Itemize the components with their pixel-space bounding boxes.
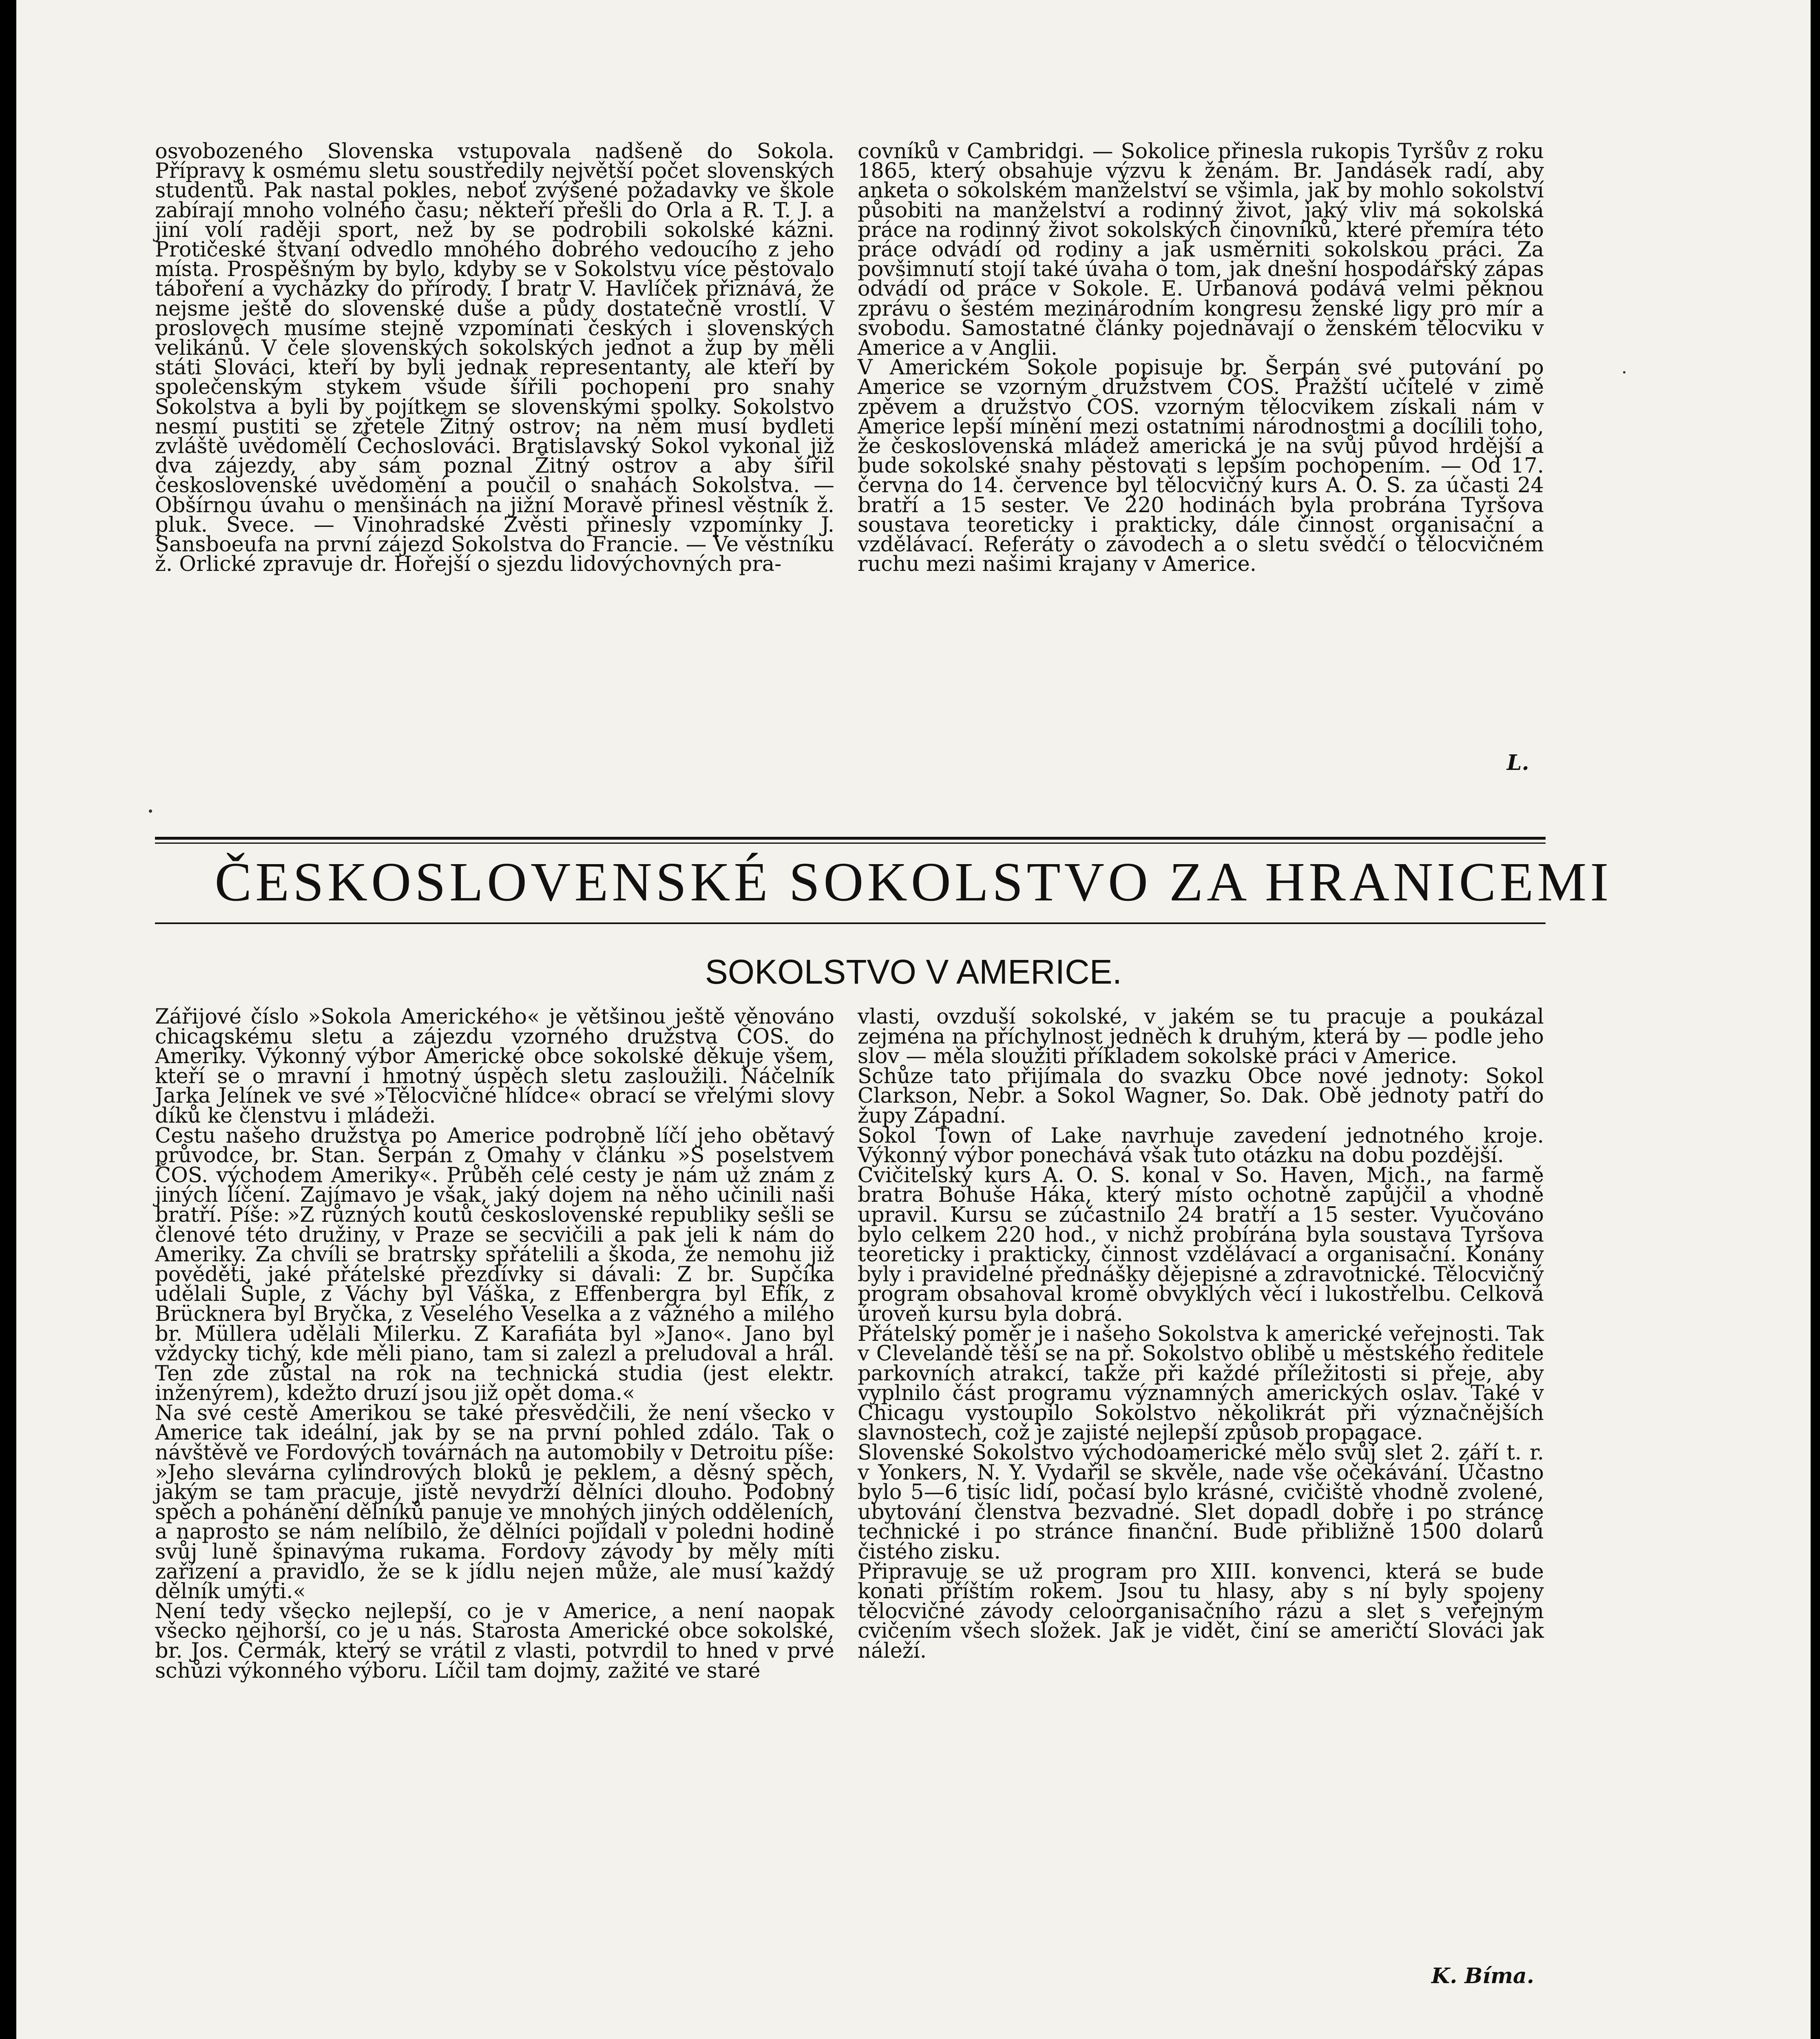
section-heading: ČESKOSLOVENSKÉ SOKOLSTVO ZA HRANICEMI: [215, 851, 1612, 913]
heading-rule-bottom: [155, 922, 1546, 924]
top-signature: L.: [1507, 750, 1529, 775]
print-speck: [149, 809, 152, 813]
article-right-column-text: vlasti, ovzduší sokolské, v jakém se tu pracuje a poukázal zejména na příchylnost jedněch k druhým, která by — podle jeho slov — měla sloužiti příkladem sokolské práci v Americe. Schůze tato přijímala do svazku Obce nové jednoty: Sokol Clarkson, Nebr. a Sokol Wagner, So. Dak. Obě jednoty patří do župy Západní. Sokol Town of Lake navrhuje zavedení jednotného kroje. Výkonný výbor ponechává však tuto otázku na dobu pozdější. Cvičitelský kurs A. O. S. konal v So. Haven, Mich., na farmě bratra Bohuše Háka, který místo ochotně zapůjčil a vhodně upravil. Kursu se zúčastnilo 24 bratří a 15 sester. Vyučováno bylo celkem 220 hod., v nichž probírána byla soustava Tyršova teoreticky i prakticky, činnost vzdělávací a organisační. Konány byly i pravidelné přednášky dějepisné a zdravotnické. Tělocvičný program obsahoval kromě obvyklých věcí i lukostřelbu. Celková úroveň kursu byla dobrá. Přátelský poměr je i našeho Sokolstva k americké veřejnosti. Tak v Clevelandě těší se na př. Sokolstvo oblibě u městského ředitele parkovních atrakcí, takže při každé příležitosti si přeje, aby vyplnilo část programu významných amerických oslav. Také v Chicagu vystoupilo Sokolstvo několikrát při význačnějších slavnostech, což je zajisté nejlepší způsob propagace. Slovenské Sokolstvo východoamerické mělo svůj slet 2. září t. r. v Yonkers, N. Y. Vydařil se skvěle, nade vše očekávání. Účastno bylo 5—6 tisíc lidí, počasí bylo krásné, cvičiště vhodně zvolené, ubytování členstva bezvadné. Slet dopadl dobře i po stránce technické i po stránce finanční. Bude přibližně 1500 dolarů čistého zisku. Připravuje se už program pro XIII. konvenci, která se bude konati příštím rokem. Jsou tu hlasy, aby s ní byly spojeny tělocvičné závody celoorganisačního rázu a slet s veřejným cvičením všech složek. Jak je vidět, činí se američtí Slováci jak náleží.: [858, 1005, 1544, 1663]
page: [16, 0, 1811, 2039]
article-title: SOKOLSTVO V AMERICE.: [705, 953, 1122, 991]
top-left-column-text: osvobozeného Slovenska vstupovala nadšeně do Sokola. Přípravy k osmému sletu soustředily největší počet slovenských studentů. Pak nastal pokles, neboť zvýšené požadavky ve škole zabírají mnoho volného času; někteří přešli do Orla a R. T. J. a jiní volí raději sport, než by se podrobili sokolské kázni. Protičeské štvaní odvedlo mnohého dobrého vedoucího z jeho místa. Prospěšným by bylo, kdyby se v Sokolstvu více pěstovalo táboření a vycházky do přírody. I bratr V. Havlíček přiznává, že nejsme ještě do slovenské duše a půdy dostatečně vrostlí. V proslovech musíme stejně vzpomínati českých i slovenských velikánů. V čele slovenských sokolských jednot a žup by měli státi Slováci, kteří by byli jednak representanty, ale kteří by společenským stykem všude šířili pochopení pro snahy Sokolstva a byli by pojítkem se slovenskými spolky. Sokolstvo nesmí pustiti se zřetele Žitný ostrov; na něm musí bydleti zvláště uvědomělí Čechoslováci. Bratislavský Sokol vykonal již dva zájezdy, aby sám poznal Žitný ostrov a aby šířil československé uvědomění a poučil o snahách Sokolstva. — Obšírnou úvahu o menšinách na jižní Moravě přinesl věstník ž. pluk. Švece. — Vinohradské Zvěsti přinesly vzpomínky J. Sansboeufa na první zájezd Sokolstva do Francie. — Ve věstníku ž. Orlické zpravuje dr. Hořejší o sjezdu lidovýchovných pra-: [155, 139, 834, 577]
heading-rule-thick: [155, 837, 1546, 840]
article-author: K. Bíma.: [1431, 1964, 1534, 1988]
heading-rule-thin: [155, 843, 1546, 844]
print-speck: [1623, 371, 1625, 374]
article-left-column-text: Zářijové číslo »Sokola Amerického« je většinou ještě věnováno chicagskému sletu a zájezdu vzorného družstva ČOS. do Ameriky. Výkonný výbor Americké obce sokolské děkuje všem, kteří se o mravní i hmotný úspěch sletu zasloužili. Náčelník Jarka Jelínek ve své »Tělocvičné hlídce« obrací se vřelými slovy díků ke členstvu i mládeži. Cestu našeho družstva po Americe podrobně líčí jeho obětavý průvodce, br. Stan. Šerpán z Omahy v článku »S poselstvem ČOS. východem Ameriky«. Průběh celé cesty je nám už znám z jiných líčení. Zajímavo je však, jaký dojem na něho učinili naši bratří. Píše: »Z různých koutů československé republiky sešli se členové této družiny, v Praze se secvičili a pak jeli k nám do Ameriky. Za chvíli se bratrsky spřátelili a škoda, že nemohu již pověděti, jaké přátelské přezdívky si dávali: Z br. Supčíka udělali Šuple, z Váchy byl Váška, z Effenbergra byl Efík, z Brücknera byl Bryčka, z Veselého Veselka a z vážného a milého br. Müllera udělali Milerku. Z Karafiáta byl »Jano«. Jano byl vždycky tichý, kde měli piano, tam si zalezl a preludoval a hrál. Ten zde zůstal na rok na technická studia (jest elektr. inženýrem), kdežto druzí jsou již opět doma.« Na své cestě Amerikou se také přesvědčili, že není všecko v Americe tak ideální, jak by se na první pohled zdálo. Tak o návštěvě ve Fordových továrnách na automobily v Detroitu píše: »Jeho slevárna cylindrových bloků je peklem, a děsný spěch, jakým se tam pracuje, jistě nevydrží dělníci dlouho. Podobný spěch a pohánění dělníků panuje ve mnohých jiných odděleních, a naprosto se nám nelíbilo, že dělníci pojídali v poledni hodině svůj luně špinavýma rukama. Fordovy závody by měly míti zařízení a pravidlo, že se k jídlu nejen může, ale musí každý dělník umýti.« Není tedy všecko nejlepší, co je v Americe, a není naopak všecko nejhorší, co je u nás. Starosta Americké obce sokolské, br. Jos. Čermák, který se vrátil z vlasti, potvrdil to hned v prvé schůzi výkonného výboru. Líčil tam dojmy, zažité ve staré: [155, 1005, 834, 1683]
top-right-column-text: covníků v Cambridgi. — Sokolice přinesla rukopis Tyršův z roku 1865, který obsahuje výzvu k ženám. Br. Jandásek radí, aby anketa o sokolském manželství se všimla, jak by mohlo sokolství působiti na manželství a rodinný život, jaký vliv má sokolská práce na rodinný život sokolských činovníků, které přemíra této práce odvádí od rodiny a jak usměrniti sokolskou práci. Za povšimnutí stojí také úvaha o tom, jak dnešní hospodářský zápas odvádí od práce v Sokole. E. Urbanová podává velmi pěknou zprávu o šestém mezinárodním kongresu ženské ligy pro mír a svobodu. Samostatné články pojednávají o ženském tělocviku v Americe a v Anglii. V Americkém Sokole popisuje br. Šerpán své putování po Americe se vzorným družstvem ČOS. Pražští učitelé v zimě zpěvem a družstvo ČOS. vzorným tělocvikem získali nám v Americe lepší mínění mezi ostatními národnostmi a docílili toho, že československá mládež americká je na svůj původ hrdější a bude sokolské snahy pěstovati s lepším pochopením. — Od 17. června do 14. července byl tělocvičný kurs A. O. S. za účasti 24 bratří a 15 sester. Ve 220 hodinách byla probrána Tyršova soustava teoreticky i prakticky, dále činnost organisační a vzdělávací. Referáty o závodech a o sletu svědčí o tělocvičném ruchu mezi našimi krajany v Americe.: [858, 139, 1544, 577]
